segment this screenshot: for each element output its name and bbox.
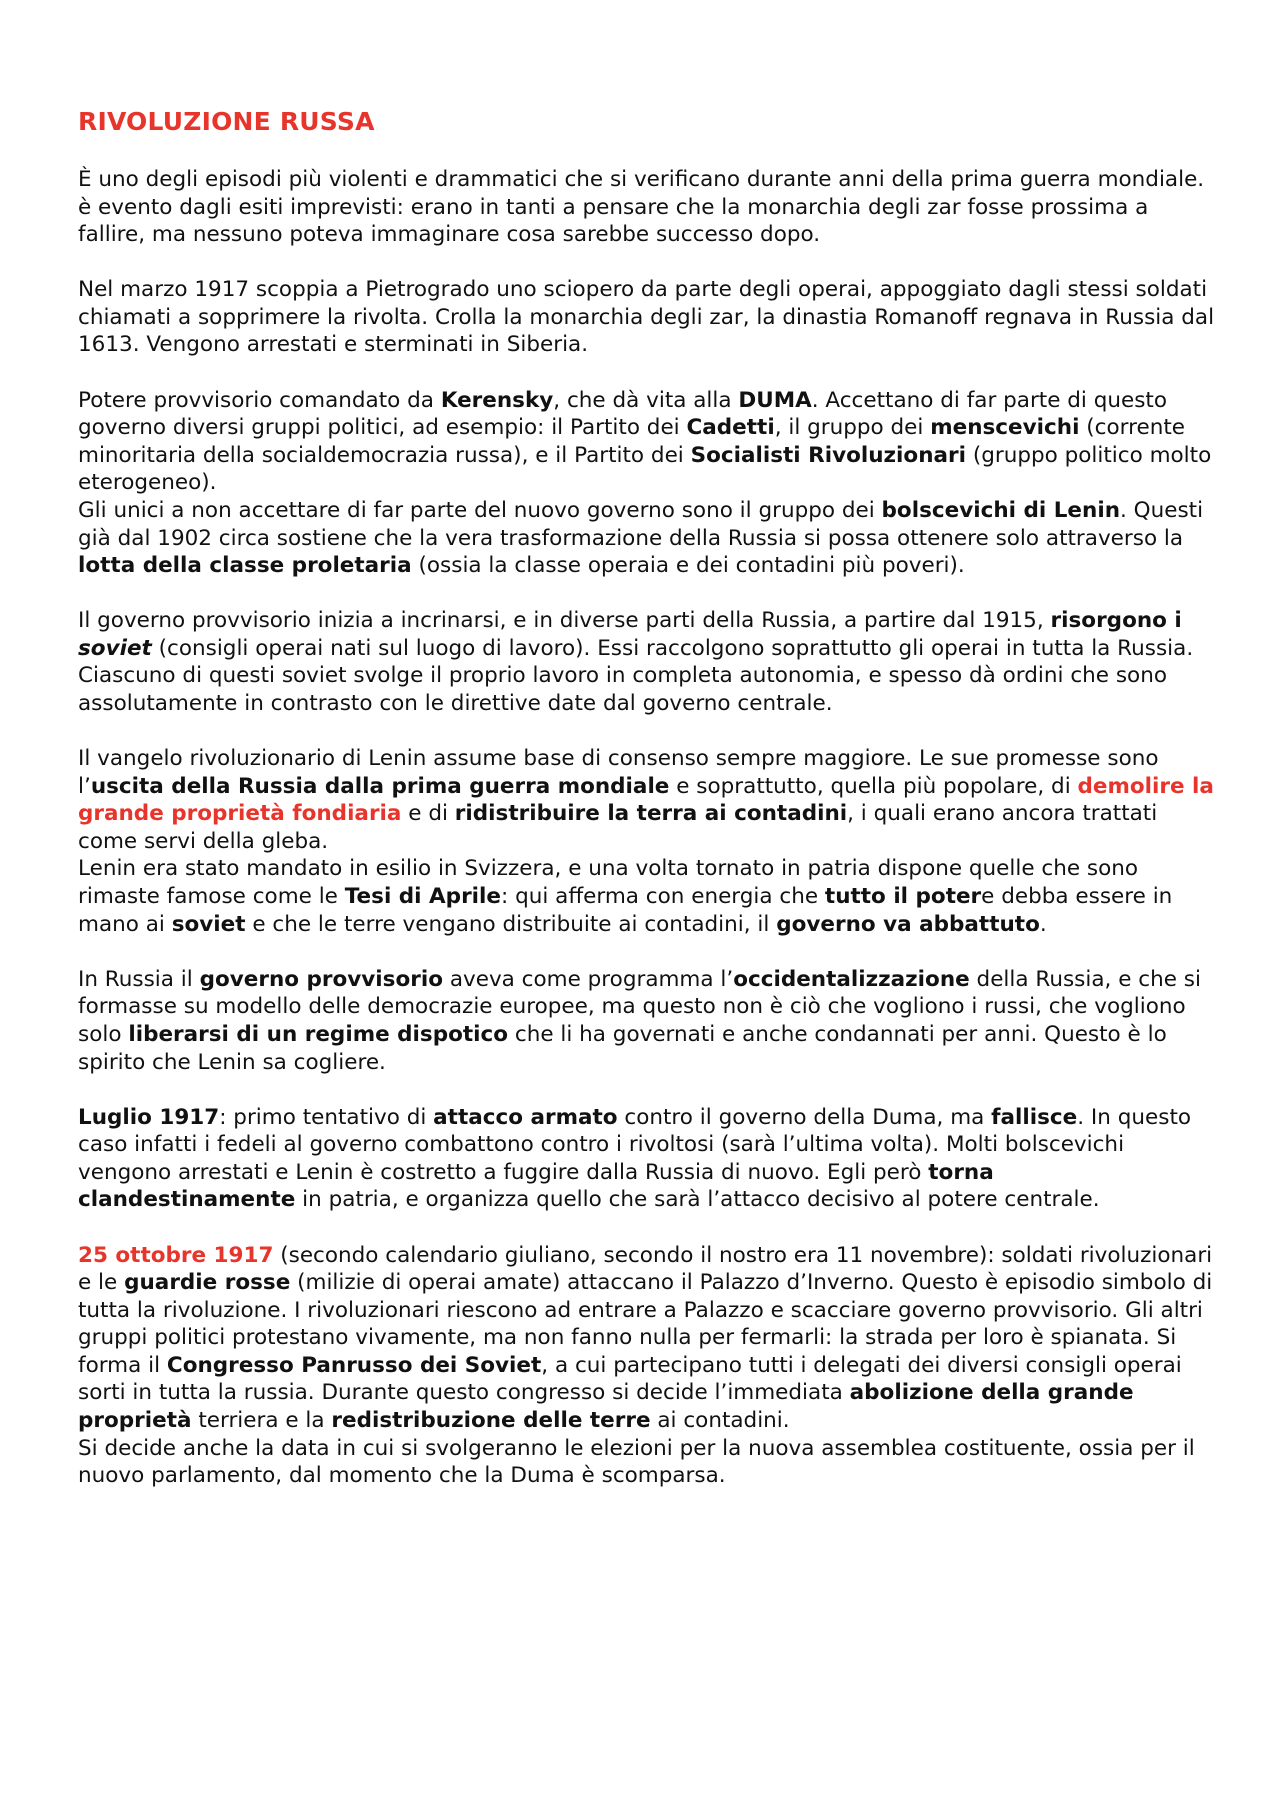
text-run: , che dà vita alla — [553, 387, 739, 413]
paragraph-bolsheviks — [78, 497, 1218, 580]
bold-run: Tesi di Aprile — [344, 884, 501, 910]
text-run: contro il governo della Duma, ma — [617, 1104, 992, 1130]
bold-run: risorgono i — [1050, 608, 1182, 634]
text-run: (consigli operai nati sul luogo di lavoro). Essi raccolgono soprattutto gli operai in tutta la Russia. Ciascuno di questi soviet svolge il proprio lavoro in completa autonomia, e spesso dà ordini che sono assolutamente in contrasto con le direttive date dal governo centrale. — [78, 635, 1194, 716]
text-run: . — [1039, 911, 1047, 937]
bold-run: governo provvisorio — [199, 966, 443, 992]
text-run: . In questo caso infatti i fedeli al governo combattono contro i rivoltosi (sarà l’ultima volta). Molti bolscevichi vengono arrestati e Lenin è costretto a fuggire dalla Russia di nuovo. Egli però — [78, 1104, 1192, 1185]
bold-run: Socialisti Rivoluzionari — [690, 442, 966, 468]
bold-run: soviet — [171, 911, 246, 937]
text-run: In Russia il — [78, 966, 200, 992]
text-run: . Questi già dal 1902 circa sostiene che la vera trasformazione della Russia si possa ottenere solo attraverso la — [78, 497, 1204, 551]
text-run: (secondo calendario giuliano, secondo il nostro era 11 novembre): soldati rivoluzionari e le — [78, 1242, 1213, 1296]
bold-run: redistribuzione delle terre — [331, 1408, 651, 1434]
document-title: RIVOLUZIONE RUSSA — [78, 107, 375, 136]
text-run: terriera e la — [191, 1408, 332, 1434]
paragraph-october-1917 — [78, 1242, 1218, 1435]
bold-run: bolscevichi di Lenin — [881, 497, 1120, 523]
paragraph-lenin-gospel — [78, 745, 1218, 855]
paragraph-provisional-government — [78, 387, 1218, 497]
paragraph-july-1917 — [78, 1104, 1218, 1214]
bold-run: attacco armato — [433, 1104, 618, 1130]
paragraph-westernization — [78, 966, 1218, 1076]
text-run: in patria, e organizza quello che sarà l’attacco decisivo al potere centrale. — [295, 1187, 1100, 1213]
text-run: (ossia la classe operaia e dei contadini più poveri). — [411, 553, 965, 579]
paragraph-soviets — [78, 607, 1218, 717]
text-run: (gruppo politico molto eterogeneo). — [78, 442, 1212, 496]
text-run: aveva come programma l’ — [442, 966, 734, 992]
text-run: e debba essere in mano ai — [78, 884, 1173, 937]
paragraph-april-theses — [78, 855, 1218, 938]
text-run: , il gruppo dei — [774, 415, 931, 441]
bold-run: ridistribuire la terra ai contadini — [454, 801, 848, 827]
bold-run: torna clandestinamente — [78, 1159, 994, 1213]
bold-run: menscevichi — [930, 415, 1080, 441]
text-run: , a cui partecipano tutti i delegati dei diversi consigli operai sorti in tutta la russia. Durante questo congresso si decide l’immediata — [78, 1352, 1182, 1406]
red-bold-run: 25 ottobre 1917 — [78, 1242, 274, 1268]
bold-run: abolizione della grande proprietà — [78, 1380, 1134, 1434]
bold-run: tutto il poter — [824, 884, 982, 910]
text-run: (milizie di operai amate) attaccano il Palazzo d’Inverno. Questo è episodio simbolo di tutta la rivoluzione. I rivoluzionari riescono ad entrare a Palazzo e scacciare governo provvisorio. Gli altri gruppi politici protestano vivamente, ma non fanno nulla per fermarli: la strada per loro è spianata. Si forma il — [78, 1270, 1213, 1378]
text-run: Potere provvisorio comandato da — [78, 387, 441, 413]
bold-run: uscita della Russia dalla prima guerra mondiale — [90, 773, 670, 799]
bold-run: Luglio 1917 — [78, 1104, 220, 1130]
document-page — [78, 106, 1218, 1517]
text-run: : qui afferma con energia che — [501, 884, 825, 910]
text-run: e che le terre vengano distribuite ai contadini, il — [245, 911, 777, 937]
bold-italic-run: soviet — [78, 635, 152, 661]
text-run: che li ha governati e anche condannati per anni. Questo è lo spirito che Lenin sa cogliere. — [78, 1021, 1167, 1075]
text-run: Lenin era stato mandato in esilio in Svizzera, e una volta tornato in patria dispone quelle che sono rimaste famose come le — [78, 856, 1139, 910]
bold-run: Congresso Panrusso dei Soviet — [166, 1352, 542, 1378]
bold-run: governo va abbattuto — [776, 911, 1040, 937]
text-run: Il vangelo rivoluzionario di Lenin assume base di consenso sempre maggiore. Le sue promesse sono l’ — [78, 746, 1159, 799]
bold-run: Cadetti — [686, 415, 775, 441]
text-run: Gli unici a non accettare di far parte del nuovo governo sono il gruppo dei — [78, 497, 882, 523]
text-run: , i quali erano ancora trattati come servi della gleba. — [78, 801, 1158, 854]
bold-run: occidentalizzazione — [733, 966, 970, 992]
bold-run: DUMA — [738, 387, 812, 413]
text-run: Il governo provvisorio inizia a incrinarsi, e in diverse parti della Russia, a partire dal 1915, — [78, 608, 1051, 634]
text-run: ai contadini. — [650, 1408, 790, 1434]
bold-run: guardie rosse — [124, 1270, 291, 1296]
text-run: Si decide anche la data in cui si svolgeranno le elezioni per la nuova assemblea costituente, ossia per il nuovo parlamento, dal momento che la Duma è scomparsa. — [78, 1435, 1195, 1489]
text-run: e di — [401, 801, 455, 827]
text-run: della Russia, e che si formasse su modello delle democrazie europee, ma questo non è ciò che vogliono i russi, che vogliono solo — [78, 966, 1201, 1047]
paragraph-march-1917 — [78, 276, 1218, 359]
bold-run: liberarsi di un regime dispotico — [128, 1021, 509, 1047]
text-run: . Accettano di far parte di questo governo diversi gruppi politici, ad esempio: il Partito dei — [78, 387, 1168, 441]
text-run: È uno degli episodi più violenti e drammatici che si verificano durante anni della prima guerra mondiale. è evento dagli esiti imprevisti: erano in tanti a pensare che la monarchia degli zar fosse prossima a fallire, ma nessuno poteva immaginare cosa sarebbe successo dopo. — [78, 167, 1205, 248]
paragraph-elections — [78, 1435, 1218, 1490]
text-run: (corrente minoritaria della socialdemocrazia russa), e il Partito dei — [78, 415, 1185, 468]
paragraph-intro — [78, 166, 1218, 249]
bold-run: lotta della classe proletaria — [78, 553, 412, 579]
bold-run: Kerensky — [440, 387, 554, 413]
text-run: Nel marzo 1917 scoppia a Pietrogrado uno sciopero da parte degli operai, appoggiato dagli stessi soldati chiamati a sopprimere la rivolta. Crolla la monarchia degli zar, la dinastia Romanoff regnava in Russia dal 1613. Vengono arrestati e sterminati in Siberia. — [78, 277, 1215, 358]
red-bold-run: demolire la grande proprietà fondiaria — [78, 773, 1214, 827]
text-run: : primo tentativo di — [219, 1104, 434, 1130]
text-run: e soprattutto, quella più popolare, di — [669, 773, 1078, 799]
bold-run: fallisce — [991, 1104, 1078, 1130]
